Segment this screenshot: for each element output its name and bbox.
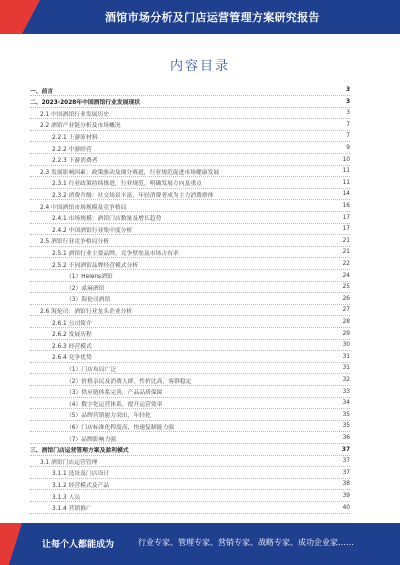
toc-entry-title: 2.4.1 市场规模：酒馆门店数量及增长趋势: [52, 216, 162, 223]
toc-entry-title: （6）门店标准化程度高，快速复制能力强: [66, 424, 175, 431]
toc-entry-page: 7: [346, 121, 350, 128]
toc-entry-title: 3.1.2 经营模式及产品: [52, 482, 110, 489]
toc-entry[interactable]: [30, 329, 350, 340]
toc-entry[interactable]: [30, 305, 350, 316]
footer-slogan: 让每个人都能成为: [42, 540, 115, 550]
toc-entry-page: 37: [342, 469, 350, 476]
toc-entry-title: 3.1.3 人员: [52, 494, 81, 501]
toc-entry-title: 2.2.1 上游原材料: [52, 134, 98, 141]
toc-entry[interactable]: [30, 282, 350, 293]
toc-entry[interactable]: [30, 398, 350, 409]
toc-entry-page: 24: [342, 272, 350, 279]
toc-entry-title: （7）品牌影响力强: [66, 436, 117, 443]
toc-entry[interactable]: [30, 468, 350, 479]
toc-entry[interactable]: [30, 491, 350, 502]
toc-entry[interactable]: [30, 363, 350, 374]
toc-entry-page: 38: [342, 481, 350, 488]
toc-entry-page: 40: [342, 504, 350, 511]
toc-entry-page: 37: [341, 446, 350, 453]
toc-entry-page: 31: [342, 353, 350, 360]
toc-entry-page: 30: [342, 342, 350, 349]
report-title: 酒馆市场分析及门店运营管理方案研究报告: [105, 11, 320, 24]
toc-entry-page: 32: [342, 377, 350, 383]
toc-entry-title: 一、前言: [30, 88, 54, 95]
toc-entry-title: （2）价格亲民及消费人群，性价比高，客群稳定: [66, 378, 192, 385]
toc-entry-page: 29: [342, 330, 350, 337]
toc-entry-title: 2.5.2 不同酒馆品牌经营模式分析: [52, 262, 139, 269]
toc-entry-page: 33: [342, 388, 350, 395]
toc-entry[interactable]: [30, 120, 350, 131]
toc-entry-title: 2.6.4 竞争优势: [52, 355, 92, 362]
toc-entry[interactable]: [30, 155, 350, 166]
toc-entry[interactable]: [30, 259, 350, 270]
toc-entry[interactable]: [30, 456, 350, 467]
toc-entry-title: 2.6 海伦司：酒馆行业龙头企业分析: [40, 308, 133, 315]
toc-entry-page: 27: [342, 307, 350, 314]
toc-entry[interactable]: [30, 410, 350, 421]
toc-entry[interactable]: [30, 97, 350, 108]
toc-entry[interactable]: [30, 143, 350, 154]
toc-entry-page: 11: [342, 179, 350, 186]
toc-entry-page: 25: [342, 284, 350, 291]
header-accent-shape: [0, 0, 40, 34]
toc-entry-title: 2.6.2 发展历程: [52, 332, 92, 339]
toc-entry-page: 7: [346, 133, 350, 140]
toc-entry-title: 2.2.3 下游消费者: [52, 158, 98, 165]
toc-entry[interactable]: [30, 479, 350, 490]
toc-entry[interactable]: [30, 421, 350, 432]
page-header: [0, 0, 400, 34]
toc-entry-page: 17: [342, 226, 350, 233]
toc-entry-page: 36: [342, 435, 350, 441]
toc-entry-page: 3: [345, 98, 350, 105]
toc-entry-title: 2.3.2 消费升级：社交场景丰富，年轻消费者成为主力消费群体: [52, 192, 214, 199]
toc-entry-title: （5）品牌营销能力突出，年轻化: [66, 413, 151, 420]
toc-entry-title: （2）贰麻酒馆: [66, 285, 105, 292]
toc-entry-page: 14: [342, 191, 350, 198]
toc-entry-title: 3.1.4 营销推广: [52, 506, 92, 513]
toc-entry-page: 16: [342, 203, 350, 209]
toc-entry-title: 2.4.2 中国酒馆行业集中度分析: [52, 227, 133, 234]
toc-entry-title: 3.1 酒馆门店运营管理: [40, 459, 98, 466]
toc-entry[interactable]: [30, 108, 350, 119]
toc-entry-page: 21: [342, 249, 350, 256]
toc-entry[interactable]: [30, 352, 350, 363]
toc-entry-title: 3.1.1 选址及门店设计: [52, 471, 110, 478]
toc-entry-title: 2.4 中国酒馆市场规模及竞争格局: [40, 204, 127, 211]
toc-entry[interactable]: [30, 166, 350, 177]
toc-entry-title: （4）数字化运营体系，提升运营效率: [66, 401, 163, 408]
toc-entry-page: 26: [342, 295, 350, 302]
toc-entry-page: 9: [346, 145, 350, 151]
toc-entry-page: 28: [342, 319, 350, 325]
toc-entry[interactable]: [30, 247, 350, 258]
toc-entry-title: （1）Helens酒馆: [66, 274, 113, 281]
toc-entry[interactable]: [30, 224, 350, 235]
toc-entry[interactable]: [30, 236, 350, 247]
toc-entry[interactable]: [30, 375, 350, 386]
footer-roles: 行业专家、管理专家、营销专家、战略专家、成功企业家……: [138, 538, 354, 547]
toc-entry-page: 31: [342, 365, 350, 372]
toc-entry-title: 2.6.1 公司简介: [52, 320, 92, 327]
toc-entry[interactable]: [30, 294, 350, 305]
toc-entry-title: 2.3.1 行业政策持续推进，行业规范，明确发展方向及重点: [52, 181, 202, 188]
toc-entry[interactable]: [30, 317, 350, 328]
toc-entry-page: 35: [342, 423, 350, 430]
toc-entry-title: 二、2023-2028年中国酒馆行业发展现状: [30, 100, 141, 107]
toc-entry-page: 3: [345, 87, 350, 93]
toc-entry[interactable]: [30, 387, 350, 398]
toc-entry-title: 2.6.3 经营模式: [52, 343, 92, 350]
toc-entry-page: 34: [342, 400, 350, 407]
toc-entry-page: 39: [342, 493, 350, 499]
footer-accent-shape: [0, 523, 22, 565]
toc-entry[interactable]: [30, 131, 350, 142]
toc-entry[interactable]: [30, 85, 350, 96]
toc-entry[interactable]: [30, 201, 350, 212]
toc-entry-title: 2.2.2 中游经营: [52, 146, 92, 153]
toc-entry-page: 3: [346, 110, 350, 117]
toc-entry-page: 17: [342, 214, 350, 221]
toc-entry-title: （3）供应链体系完善，产品品质保障: [66, 390, 163, 397]
page-footer: [0, 523, 400, 565]
toc-entry-title: 2.3 发展影响因素：政策驱动及细分赛道，行业规范促进市场健康发展: [40, 169, 220, 176]
toc-entry-page: 35: [342, 411, 350, 418]
toc-entry-title: 2.5.1 酒馆行业主要品牌，竞争壁垒及市场占有率: [52, 250, 179, 257]
toc-entry-title: 2.5 酒馆行业竞争格局分析: [40, 239, 110, 246]
table-of-contents: [30, 85, 350, 521]
toc-entry[interactable]: [30, 213, 350, 224]
toc-entry-title: 2.2 酒馆产业链分析及市场概况: [40, 123, 121, 130]
toc-entry[interactable]: [30, 178, 350, 189]
toc-entry-page: 21: [342, 237, 350, 244]
toc-entry-page: 11: [342, 168, 350, 175]
toc-heading: 内容目录: [169, 59, 230, 74]
toc-entry-page: 22: [342, 261, 350, 267]
toc-entry[interactable]: [30, 271, 350, 282]
toc-entry-page: 10: [342, 156, 350, 163]
toc-entry-page: 37: [342, 458, 350, 465]
toc-entry-title: （3）海伦司酒馆: [66, 297, 111, 304]
toc-entry-title: 三、酒馆门店运营管理方案及盈利模式: [30, 448, 129, 455]
toc-entry[interactable]: [30, 189, 350, 200]
toc-entry-title: （1）门店布局广泛: [66, 366, 117, 373]
toc-entry[interactable]: [30, 445, 350, 456]
toc-entry[interactable]: [30, 433, 350, 444]
toc-entry[interactable]: [30, 503, 350, 514]
toc-entry-title: 2.1 中国酒馆行业发展历史: [40, 111, 110, 118]
toc-entry[interactable]: [30, 340, 350, 351]
